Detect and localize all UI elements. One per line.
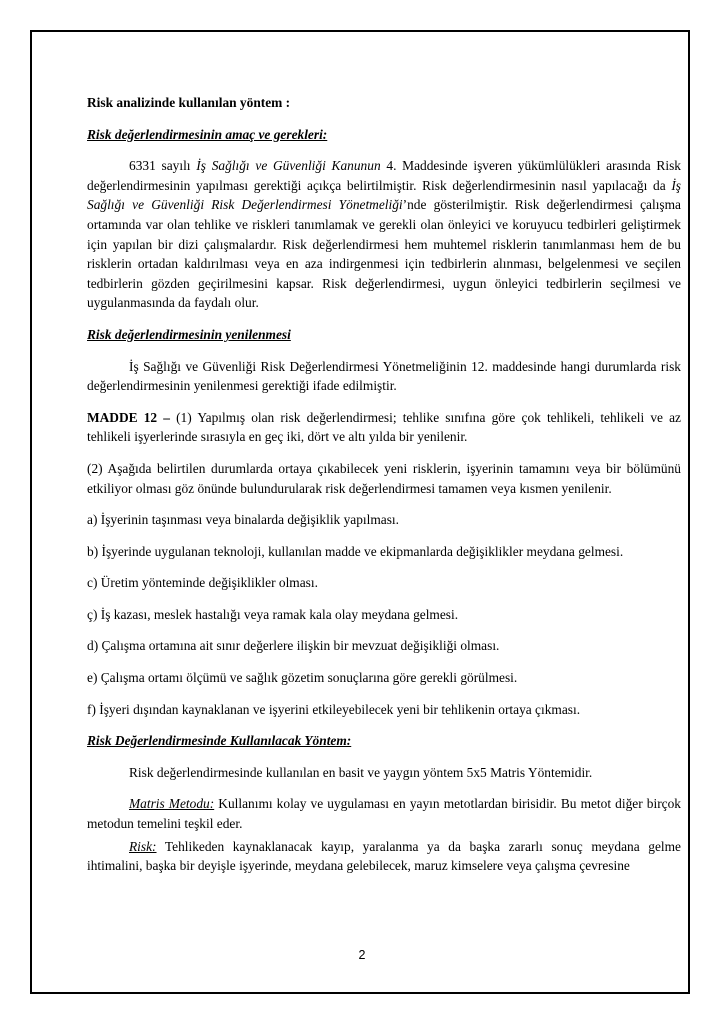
section-title-method: Risk Değerlendirmesinde Kullanılacak Yöntem: bbox=[87, 733, 352, 749]
list-item: d) Çalışma ortamına ait sınır değerlere ilişkin bir mevzuat değişikliği olması. bbox=[87, 638, 500, 654]
list-item: ç) İş kazası, meslek hastalığı veya ramak kala olay meydana gelmesi. bbox=[87, 606, 459, 622]
list-item: e) Çalışma ortamı ölçümü ve sağlık gözetim sonuçlarına göre gerekli görülmesi. bbox=[87, 670, 518, 686]
paragraph-madde-12 bbox=[87, 408, 681, 447]
risk-label: Risk: bbox=[129, 838, 157, 854]
matrix-text: Kullanımı kolay ve uygulaması en yayın metotlardan birisidir. Bu metot diğer birçok metodun temelini teşkil eder. bbox=[87, 796, 681, 832]
list-item: b) İşyerinde uygulanan teknoloji, kullanılan madde ve ekipmanlarda değişiklikler meydana gelmesi. bbox=[87, 543, 624, 559]
text: ’nde gösterilmiştir. Risk değerlendirmesi çalışma ortamında var olan tehlike ve riskleri tanımlamak ve gerekli olan önleyici ve koruyucu tedbirleri geliştirmek için yapılan bir dizi çalışmalardır. Risk değerlendirmesi hem muhtemel risklerin tanımlanması hem de bu risklerin ortadan kaldırılması veya en aza indirgenmesi için tedbirlerin alınması, belgelenmesi ve seçilen tedbirlerin gözden geçirilmesini kapsar. Risk değerlendirmesi, uygun önleyici tedbirlerin seçilmesi ve uygulanmasında da faydalı olur. bbox=[87, 197, 681, 311]
document-body bbox=[87, 93, 681, 888]
text: 4. Maddesinde işveren yükümlülükleri arasında Risk değerlendirmesinin yapılması gerektiği açıkça belirtilmiştir. Risk değerlendirmesinin nasıl yapılacağı da bbox=[87, 158, 681, 193]
paragraph-matrix bbox=[87, 794, 681, 833]
text: 6331 sayılı bbox=[129, 158, 197, 174]
risk-text: Tehlikeden kaynaklanacak kayıp, yaralanma ya da başka zararlı sonuç meydana gelme ihtimalini, başka bir deyişle işyerinde, meydana gelebilecek, maruz kimselere veya çalışma çevresine bbox=[87, 838, 681, 874]
paragraph-purpose bbox=[87, 156, 681, 313]
page-number: 2 bbox=[358, 948, 366, 962]
list-item: f) İşyeri dışından kaynaklanan ve işyerini etkileyebilecek yeni bir tehlikenin ortaya çıkması. bbox=[87, 701, 581, 717]
matrix-label: Matris Metodu: bbox=[129, 796, 215, 812]
paragraph-method: Risk değerlendirmesinde kullanılan en basit ve yaygın yöntem 5x5 Matris Yöntemidir. bbox=[129, 764, 593, 780]
madde-label: MADDE 12 – bbox=[87, 409, 170, 425]
list-item: a) İşyerinin taşınması veya binalarda değişiklik yapılması. bbox=[87, 512, 399, 528]
list-item: c) Üretim yönteminde değişiklikler olması. bbox=[87, 575, 318, 591]
section-title-purpose: Risk değerlendirmesinin amaç ve gerekleri: bbox=[87, 126, 328, 142]
paragraph-risk bbox=[87, 837, 681, 876]
law-name: İş Sağlığı ve Güvenliği Kanunun bbox=[196, 158, 381, 174]
paragraph-madde-12-2: (2) Aşağıda belirtilen durumlarda ortaya çıkabilecek yeni risklerin, işyerinin tamamını veya bir bölümünü etkiliyor olması göz önünde bulundurularak risk değerlendirmesi tamamen veya kısmen yenilenir. bbox=[87, 460, 681, 496]
main-heading: Risk analizinde kullanılan yöntem : bbox=[87, 95, 291, 110]
paragraph-renewal-intro: İş Sağlığı ve Güvenliği Risk Değerlendirmesi Yönetmeliğinin 12. maddesinde hangi durumlarda risk değerlendirmesinin yenilenmesi gerektiği ifade edilmiştir. bbox=[87, 358, 681, 394]
regulation-name: İş Sağlığı ve Güvenliği Risk Değerlendirmesi Yönetmeliği bbox=[87, 177, 681, 213]
madde-text: (1) Yapılmış olan risk değerlendirmesi; tehlike sınıfına göre çok tehlikeli, tehlikeli ve az tehlikeli işyerlerinde sırasıyla en geç iki, dört ve altı yılda bir yenilenir. bbox=[87, 409, 681, 445]
section-title-renewal: Risk değerlendirmesinin yenilenmesi bbox=[87, 326, 291, 342]
